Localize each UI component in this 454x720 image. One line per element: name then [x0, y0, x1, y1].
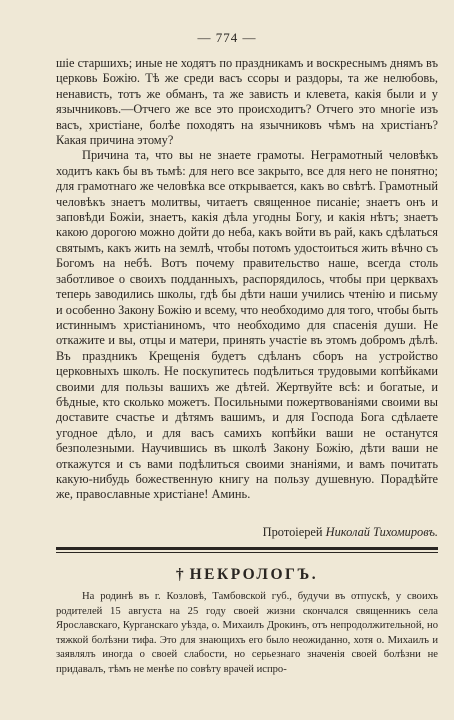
article-paragraph-1: шіе старшихъ; иные не ходятъ по праздникамъ и воскреснымъ днямъ въ церковь Божію. Тѣ же среди васъ ссоры и раздоры, та же нелюбовь, ненависть, тотъ же обманъ, та же зависть и клевета, какія были и у язычниковъ.—Отчего же все это происходитъ? Отчего это многіе изъ васъ, христіане, болѣе походятъ на язычниковъ чѣмъ на христіанъ? Какая причина этому?: [56, 56, 438, 148]
signature-name: Николай Тихомировъ.: [325, 525, 438, 539]
section-divider-thin: [56, 552, 438, 553]
necrology-title: НЕКРОЛОГЪ.: [189, 566, 319, 583]
necrology-paragraph: На родинѣ въ г. Козловѣ, Тамбовской губ., будучи въ отпускѣ, у своихъ родителей 15 августа на 25 году своей жизни скончался священникъ села Ярославскаго, Курганскаго уѣзда, о. Михаилъ Дрокинъ, отъ непродолжительной, но тяжкой болѣзни тифа. Это для знающихъ его было неожиданно, хотя о. Михаилъ и заявлялъ иногда о своей слабости, но серьезнаго значенія своей болѣзни не придавалъ, тѣмъ не менѣе по совѣту врачей испро-: [56, 591, 438, 675]
cross-icon: †: [175, 566, 184, 583]
section-divider-thick: [56, 547, 438, 550]
article-paragraph-2: Причина та, что вы не знаете грамоты. Неграмотный человѣкъ ходитъ какъ бы въ тьмѣ: для него все закрыто, все для него не понятно; для грамотнаго же человѣка все открывается, какъ во свѣтѣ. Грамотный человѣкъ знаетъ молитвы, читаетъ священное писаніе; знаетъ онъ и заповѣди Божіи, знаетъ, какія дѣла угодны Богу, и какія нѣтъ; знаетъ какою дорогою можно дойти до неба, какъ войти въ рай, какъ сдѣлаться святымъ, какъ жить на землѣ, чтобы потомъ удостоиться жить вѣчно съ Богомъ на небѣ. Вотъ почему правительство наше, всегда столь заботливое о своихъ подданныхъ, распорядилось, чтобы при церквахъ теперь заводились школы, гдѣ бы дѣти наши учились чтенію и письму и особенно Закону Божію и всему, что необходимо для того, чтобы быть истиннымъ христіаниномъ, что необходимо для спасенія души. Не откажите и вы, отцы и матери, принять участіе въ этомъ добромъ дѣлѣ. Въ праздникъ Крещенія будетъ сдѣланъ сборъ на устройство церковныхъ школъ. Не поскупитесь подѣлиться трудовыми копѣйками своими для пользы вашихъ же дѣтей. Жертвуйте всѣ: и богатые, и бѣдные, кто сколько можетъ. Посильными пожертвованіями своими вы доставите счастье и дѣтямъ вашимъ, и для Господа Бога сдѣлаете угодное дѣло, и для васъ самихъ копѣйки ваши не останутся безполезными. Научившись въ школѣ Закону Божію, дѣти ваши не откажутся и съ вами подѣлиться своими знаніями, и вамъ почитать какую-нибудь божественную книгу на пользу душевную. Порадѣйте же, православные христіане! Аминь.: [56, 148, 438, 502]
signature-title: Протоіерей: [262, 525, 323, 539]
page-number: — 774 —: [197, 30, 257, 45]
necrology-heading: [56, 566, 438, 584]
article-signature: [56, 525, 438, 540]
necrology-body: [56, 590, 438, 678]
article-body: [56, 56, 438, 503]
